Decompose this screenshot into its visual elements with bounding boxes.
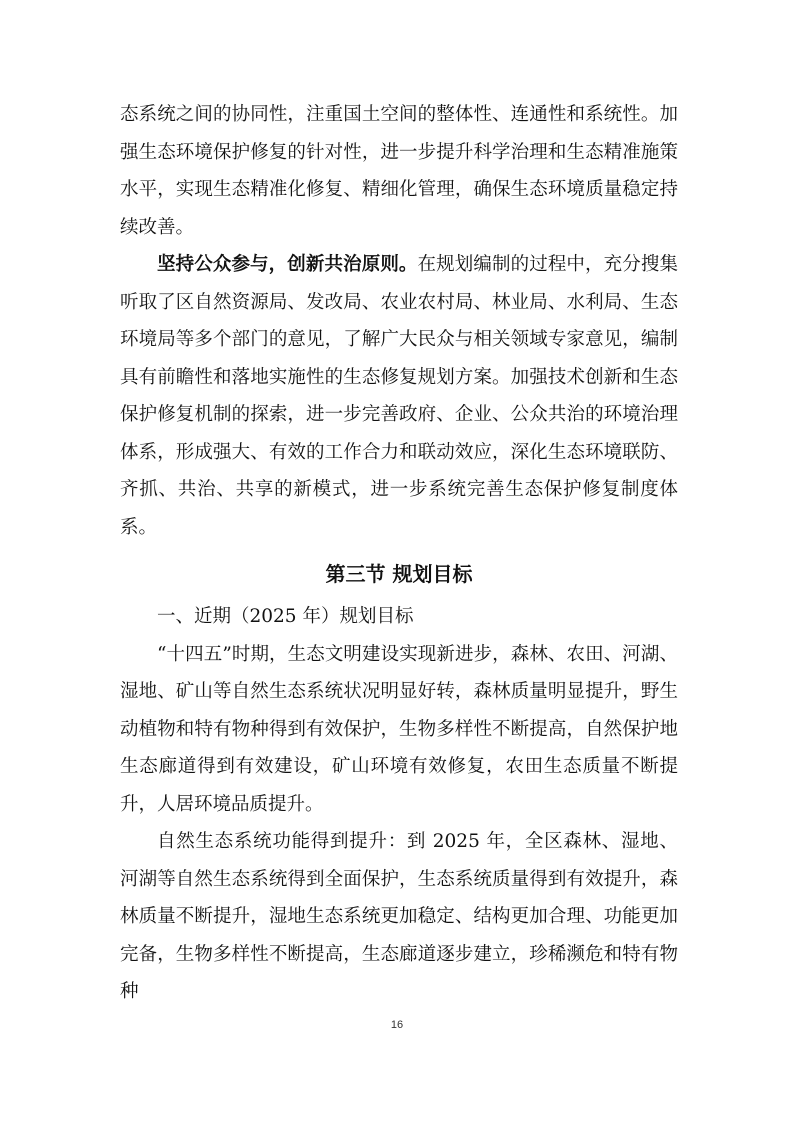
section-title: 第三节 规划目标 — [325, 562, 473, 586]
paragraph-ecosystem-function: 自然生态系统功能得到提升：到 2025 年，全区森林、湿地、河湖等自然生态系统得到全面保护，生态系统质量得到有效提升，森林质量不断提升，湿地生态系统更加稳定、结构更加合理、功能更加完备，生物多样性不断提高，生态廊道逐步建立，珍稀濒危和特有物种 — [120, 831, 678, 1002]
paragraph-public-participation — [120, 246, 678, 546]
paragraph-lead-bold: 坚持公众参与，创新共治原则。 — [157, 254, 418, 275]
document-page — [120, 96, 678, 1011]
page-number: 16 — [390, 1019, 404, 1031]
paragraph-continued: 态系统之间的协同性，注重国土空间的整体性、连通性和系统性。加强生态环境保护修复的针对性，进一步提升科学治理和生态精准施策水平，实现生态精准化修复、精细化管理，确保生态环境质量稳定持续改善。 — [120, 104, 678, 238]
paragraph-14th-five-year: “十四五”时期，生态文明建设实现新进步，森林、农田、河湖、湿地、矿山等自然生态系统状况明显好转，森林质量明显提升，野生动植物和特有物种得到有效保护，生物多样性不断提高，自然保护地生态廊道得到有效建设，矿山环境有效修复，农田生态质量不断提升，人居环境品质提升。 — [120, 643, 678, 815]
paragraph-body: 在规划编制的过程中，充分搜集听取了区自然资源局、发改局、农业农村局、林业局、水利局、生态环境局等多个部门的意见，了解广大民众与相关领域专家意见，编制具有前瞻性和落地实施性的生态修复规划方案。加强技术创新和生态保护修复机制的探索，进一步完善政府、企业、公众共治的环境治理体系，形成强大、有效的工作合力和联动效应，深化生态环境联防、齐抓、共治、共享的新模式，进一步系统完善生态保护修复制度体系。 — [120, 254, 678, 538]
subheading-near-term-goals: 一、近期（2025 年）规划目标 — [157, 606, 414, 627]
